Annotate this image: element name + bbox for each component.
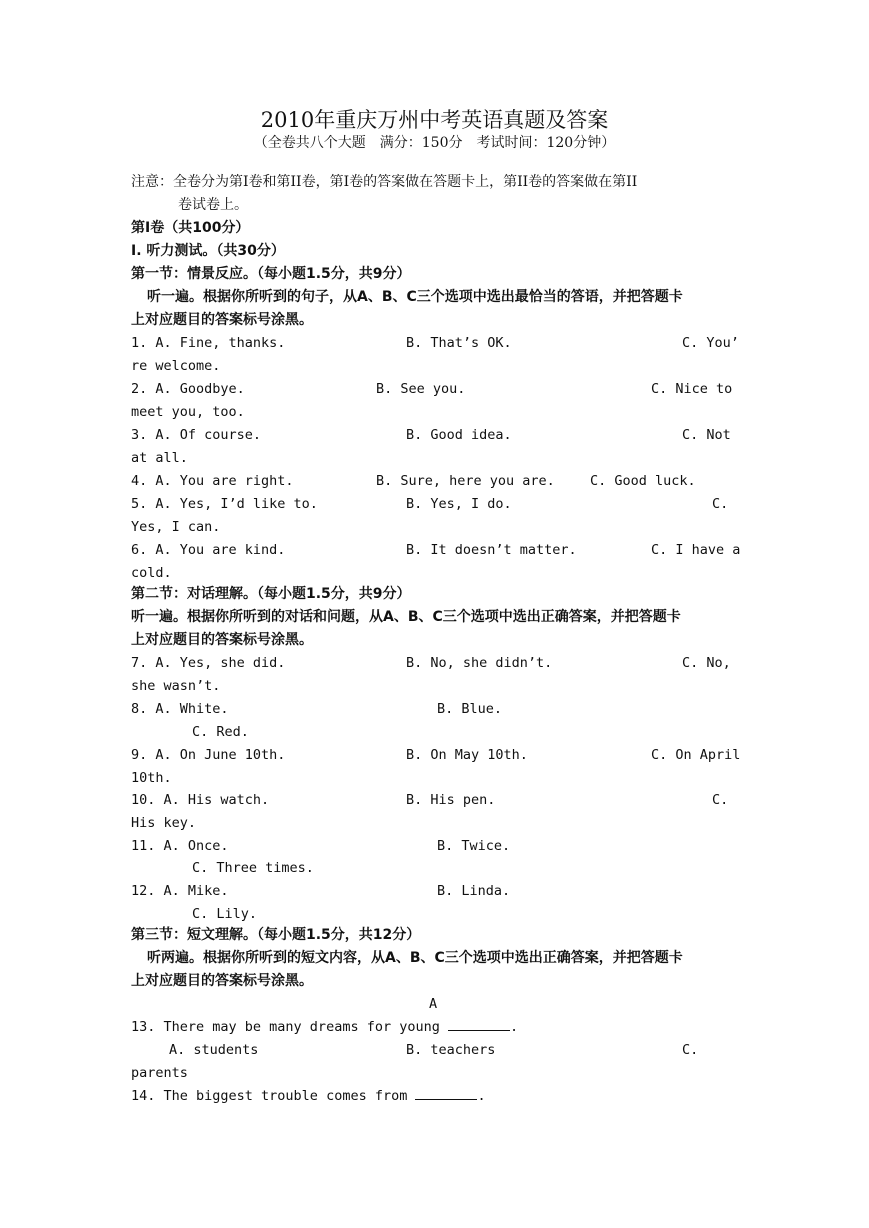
option-a: 1. A. Fine, thanks. bbox=[131, 335, 286, 351]
page-title: 2010年重庆万州中考英语真题及答案 bbox=[260, 108, 609, 132]
option-c: C. On April bbox=[651, 747, 741, 763]
option-c: C. Lily. bbox=[192, 906, 258, 922]
option-c: C. bbox=[712, 792, 729, 808]
option-c: C. bbox=[682, 1042, 699, 1058]
instructions-1a: 听一遍。根据你所听到的句子，从A、B、C三个选项中选出最恰当的答语，并把答题卡 bbox=[147, 289, 683, 305]
option-a: 5. A. Yes, I’d like to. bbox=[131, 496, 318, 512]
passage-label: A bbox=[429, 996, 438, 1012]
option-a: 4. A. You are right. bbox=[131, 473, 294, 489]
stem-text: 13. There may be many dreams for young bbox=[131, 1019, 440, 1035]
option-b: B. It doesn’t matter. bbox=[406, 542, 577, 558]
option-a: A. students bbox=[169, 1042, 259, 1058]
section-heading: I. 听力测试。（共30分） bbox=[131, 243, 285, 259]
option-wrap: she wasn’t. bbox=[131, 678, 221, 694]
subsection-heading-1: 第一节：情景反应。（每小题1.5分，共9分） bbox=[131, 266, 411, 282]
option-wrap: Yes, I can. bbox=[131, 519, 221, 535]
page-subtitle: （全卷共八个大题 满分：150分 考试时间：120分钟） bbox=[253, 135, 616, 151]
option-c: C. Three times. bbox=[192, 860, 314, 876]
part-heading: 第Ⅰ卷（共100分） bbox=[131, 220, 250, 236]
option-b: B. See you. bbox=[376, 381, 466, 397]
option-a: 3. A. Of course. bbox=[131, 427, 262, 443]
option-c: C. No, bbox=[682, 655, 731, 671]
instructions-3b: 上对应题目的答案标号涂黑。 bbox=[131, 973, 313, 989]
option-b: B. teachers bbox=[406, 1042, 496, 1058]
option-c: C. You’ bbox=[682, 335, 739, 351]
option-b: B. Sure, here you are. bbox=[376, 473, 555, 489]
instructions-3a: 听两遍。根据你所听到的短文内容，从A、B、C三个选项中选出正确答案，并把答题卡 bbox=[147, 950, 683, 966]
answer-blank bbox=[415, 1087, 477, 1100]
subsection-heading-3: 第三节：短文理解。（每小题1.5分，共12分） bbox=[131, 927, 421, 943]
option-wrap: parents bbox=[131, 1065, 188, 1081]
option-wrap: at all. bbox=[131, 450, 188, 466]
option-c: C. Nice to bbox=[651, 381, 733, 397]
option-b: B. Twice. bbox=[437, 838, 511, 854]
option-wrap: His key. bbox=[131, 815, 197, 831]
option-a: 8. A. White. bbox=[131, 701, 229, 717]
option-wrap: cold. bbox=[131, 565, 172, 581]
option-c: C. bbox=[712, 496, 729, 512]
option-c: C. Red. bbox=[192, 724, 249, 740]
option-a: 6. A. You are kind. bbox=[131, 542, 286, 558]
instructions-2b: 上对应题目的答案标号涂黑。 bbox=[131, 632, 313, 648]
option-a: 2. A. Goodbye. bbox=[131, 381, 245, 397]
option-c: C. Good luck. bbox=[590, 473, 696, 489]
option-b: B. Blue. bbox=[437, 701, 503, 717]
option-a: 7. A. Yes, she did. bbox=[131, 655, 286, 671]
question-stem bbox=[131, 1086, 737, 1106]
option-wrap: re welcome. bbox=[131, 358, 221, 374]
stem-end: . bbox=[510, 1019, 519, 1035]
option-a: 11. A. Once. bbox=[131, 838, 229, 854]
subsection-heading-2: 第二节：对话理解。（每小题1.5分，共9分） bbox=[131, 586, 411, 602]
option-b: B. That’s OK. bbox=[406, 335, 512, 351]
option-c: C. I have a bbox=[651, 542, 741, 558]
instructions-2a: 听一遍。根据你所听到的对话和问题，从A、B、C三个选项中选出正确答案，并把答题卡 bbox=[131, 609, 681, 625]
option-b: B. No, she didn’t. bbox=[406, 655, 553, 671]
option-b: B. Yes, I do. bbox=[406, 496, 512, 512]
stem-end: . bbox=[477, 1088, 486, 1104]
note-line-2: 卷试卷上。 bbox=[178, 197, 248, 213]
option-a: 9. A. On June 10th. bbox=[131, 747, 286, 763]
question-stem bbox=[131, 1017, 737, 1037]
option-wrap: meet you, too. bbox=[131, 404, 245, 420]
option-a: 12. A. Mike. bbox=[131, 883, 229, 899]
option-b: B. His pen. bbox=[406, 792, 496, 808]
stem-text: 14. The biggest trouble comes from bbox=[131, 1088, 408, 1104]
answer-blank bbox=[448, 1018, 510, 1031]
option-b: B. Linda. bbox=[437, 883, 511, 899]
instructions-1b: 上对应题目的答案标号涂黑。 bbox=[131, 312, 313, 328]
option-c: C. Not bbox=[682, 427, 731, 443]
option-b: B. On May 10th. bbox=[406, 747, 528, 763]
note-line-1: 注意：全卷分为第Ⅰ卷和第II卷，第Ⅰ卷的答案做在答题卡上，第II卷的答案做在第II bbox=[131, 174, 638, 190]
option-a: 10. A. His watch. bbox=[131, 792, 270, 808]
option-wrap: 10th. bbox=[131, 770, 172, 786]
option-b: B. Good idea. bbox=[406, 427, 512, 443]
